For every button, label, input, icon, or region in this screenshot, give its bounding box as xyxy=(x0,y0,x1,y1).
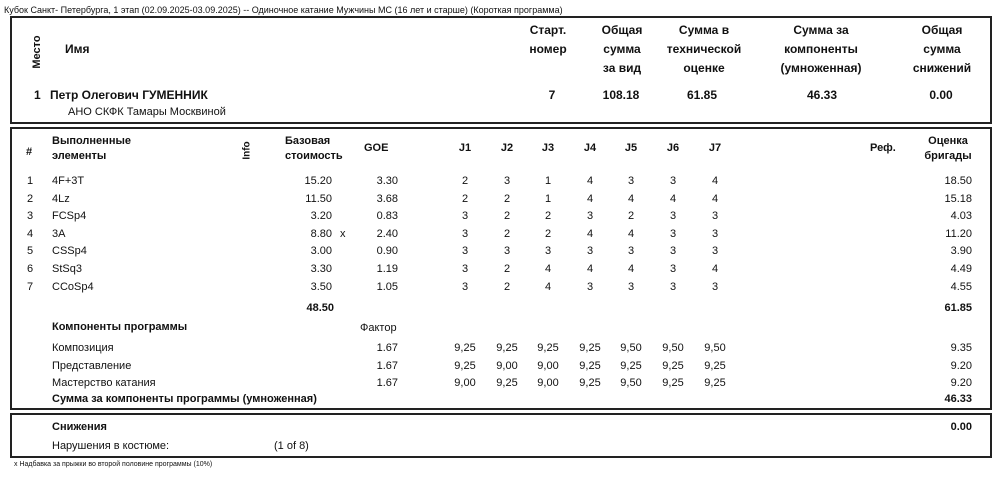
judge-score: 9,25 xyxy=(579,377,601,389)
col-place-header: Место xyxy=(31,35,43,69)
skater-components: 46.33 xyxy=(806,88,838,102)
col-elements-header: Выполненные элементы xyxy=(52,135,131,162)
judge-score: 9,25 xyxy=(704,377,726,389)
element-name: 4Lz xyxy=(52,192,70,205)
element-name: CSSp4 xyxy=(52,245,87,258)
judge-header: J6 xyxy=(666,142,680,154)
judge-score: 9,25 xyxy=(704,359,726,372)
col-factor-header: Фактор xyxy=(360,322,397,334)
element-name: CCoSp4 xyxy=(52,280,94,293)
component-score: 9.20 xyxy=(950,377,972,389)
element-goe: 2.40 xyxy=(376,227,398,240)
judge-score: 2 xyxy=(503,280,511,293)
judge-score: 9,00 xyxy=(454,377,476,389)
judge-score: 4 xyxy=(586,227,594,240)
judge-score: 3 xyxy=(461,263,469,275)
skater-name: Петр Олегович ГУМЕННИК xyxy=(50,88,208,102)
skater-header-box xyxy=(10,16,992,124)
judge-score: 3 xyxy=(669,245,677,258)
element-score: 3.90 xyxy=(950,245,972,258)
footnote: x Надбавка за прыжки во второй половине программы (10%) xyxy=(14,461,213,468)
element-base: 3.30 xyxy=(310,263,332,275)
judge-header: J1 xyxy=(458,142,472,154)
judge-score: 4 xyxy=(669,192,677,205)
skater-start-number: 7 xyxy=(548,88,556,102)
judge-score: 2 xyxy=(627,210,635,223)
judge-score: 4 xyxy=(586,192,594,205)
element-goe: 0.83 xyxy=(376,210,398,223)
deductions-box xyxy=(10,413,992,458)
judge-header: J7 xyxy=(708,142,722,154)
judge-score: 3 xyxy=(669,263,677,275)
element-base: 11.50 xyxy=(305,192,332,205)
judge-score: 3 xyxy=(461,210,469,223)
judge-score: 2 xyxy=(544,210,552,223)
element-name: FCSp4 xyxy=(52,210,87,223)
judge-score: 4 xyxy=(586,175,594,187)
judge-score: 9,25 xyxy=(496,377,518,389)
judge-score: 4 xyxy=(711,263,719,275)
judge-score: 9,50 xyxy=(620,342,642,354)
col-name-header: Имя xyxy=(65,42,90,56)
judge-score: 9,25 xyxy=(662,359,684,372)
component-name: Представление xyxy=(52,359,132,372)
components-total-score: 46.33 xyxy=(944,393,972,405)
judge-score: 3 xyxy=(711,227,719,240)
judge-score: 3 xyxy=(503,245,511,258)
col-base-header: Базовая стоимость xyxy=(285,135,343,162)
element-number: 2 xyxy=(27,192,34,205)
judge-score: 3 xyxy=(461,227,469,240)
element-goe: 3.68 xyxy=(376,192,398,205)
element-base: 3.00 xyxy=(310,245,332,258)
elements-box xyxy=(10,127,992,410)
judge-score: 9,25 xyxy=(662,377,684,389)
element-score: 15.18 xyxy=(944,192,972,205)
judge-score: 9,00 xyxy=(537,359,559,372)
judge-score: 4 xyxy=(711,192,719,205)
element-base: 3.50 xyxy=(310,280,332,293)
judge-score: 9,50 xyxy=(704,342,726,354)
element-goe: 3.30 xyxy=(376,175,398,187)
components-total-label: Сумма за компоненты программы (умноженная) xyxy=(52,393,317,405)
judge-score: 9,25 xyxy=(537,342,559,354)
judge-score: 2 xyxy=(461,192,469,205)
component-name: Композиция xyxy=(52,342,114,354)
component-score: 9.20 xyxy=(950,359,972,372)
judge-score: 3 xyxy=(586,280,594,293)
col-goe-header: GOE xyxy=(364,142,389,154)
costume-value: (1 of 8) xyxy=(274,440,309,452)
judge-score: 3 xyxy=(669,280,677,293)
judge-score: 3 xyxy=(461,280,469,293)
judge-score: 3 xyxy=(503,175,511,187)
judge-score: 3 xyxy=(669,175,677,187)
component-score: 9.35 xyxy=(950,342,972,354)
element-number: 1 xyxy=(27,175,34,187)
col-ref-header: Реф. xyxy=(870,142,896,154)
judge-header: J3 xyxy=(541,142,555,154)
skater-deductions: 0.00 xyxy=(929,88,953,102)
judge-score: 3 xyxy=(461,245,469,258)
col-score-header: Оценка бригады xyxy=(924,135,972,162)
element-score: 4.55 xyxy=(950,280,972,293)
judge-score: 2 xyxy=(503,227,511,240)
element-score: 11.20 xyxy=(945,227,972,240)
judge-score: 4 xyxy=(544,280,552,293)
judge-score: 3 xyxy=(669,210,677,223)
element-number: 4 xyxy=(27,227,34,240)
element-name: 4F+3T xyxy=(52,175,85,187)
element-number: 3 xyxy=(27,210,34,223)
costume-label: Нарушения в костюме: xyxy=(52,440,170,452)
judge-score: 3 xyxy=(586,245,594,258)
judge-score: 4 xyxy=(627,263,635,275)
col-info-header: Info xyxy=(241,141,253,160)
judge-score: 4 xyxy=(711,175,719,187)
col-comp-header: Сумма за компоненты (умноженная) xyxy=(780,23,862,75)
judge-score: 1 xyxy=(544,175,552,187)
judge-score: 3 xyxy=(669,227,677,240)
element-base: 3.20 xyxy=(310,210,332,223)
element-number: 7 xyxy=(27,280,34,293)
judge-score: 3 xyxy=(627,280,635,293)
judge-score: 3 xyxy=(586,210,594,223)
skater-total: 108.18 xyxy=(602,88,640,102)
component-factor: 1.67 xyxy=(376,359,398,372)
element-score: 18.50 xyxy=(944,175,972,187)
judge-score: 9,25 xyxy=(620,359,642,372)
judge-score: 4 xyxy=(627,227,635,240)
element-goe: 0.90 xyxy=(376,245,398,258)
judge-score: 9,00 xyxy=(496,359,518,372)
component-factor: 1.67 xyxy=(376,342,398,354)
judge-score: 4 xyxy=(627,192,635,205)
judge-header: J4 xyxy=(583,142,597,154)
judge-score: 3 xyxy=(711,210,719,223)
skater-place: 1 xyxy=(34,88,41,102)
element-base: 15.20 xyxy=(304,175,332,187)
judge-score: 3 xyxy=(711,245,719,258)
component-factor: 1.67 xyxy=(376,377,398,389)
judge-score: 2 xyxy=(503,263,511,275)
judge-score: 9,25 xyxy=(579,359,601,372)
judge-score: 9,25 xyxy=(496,342,518,354)
judge-score: 9,00 xyxy=(537,377,559,389)
element-score: 4.03 xyxy=(950,210,972,223)
element-name: StSq3 xyxy=(52,263,82,275)
element-number: 5 xyxy=(27,245,34,258)
judge-score: 9,25 xyxy=(454,359,476,372)
col-total-header: Общая сумма за вид xyxy=(601,23,643,75)
judge-score: 2 xyxy=(544,227,552,240)
components-header: Компоненты программы xyxy=(52,321,188,333)
judge-score: 9,50 xyxy=(620,377,642,389)
skater-club: АНО СКФК Тамары Москвиной xyxy=(68,106,226,118)
col-tech-header: Сумма в технической оценке xyxy=(666,23,742,75)
element-goe: 1.19 xyxy=(376,263,398,275)
judge-score: 3 xyxy=(544,245,552,258)
component-name: Мастерство катания xyxy=(52,377,156,389)
judge-score: 3 xyxy=(627,175,635,187)
element-goe: 1.05 xyxy=(376,280,398,293)
col-ded-header: Общая сумма снижений xyxy=(912,23,972,75)
element-score: 4.49 xyxy=(950,263,972,275)
judge-score: 9,50 xyxy=(662,342,684,354)
judge-score: 3 xyxy=(627,245,635,258)
competition-title: Кубок Санкт- Петербурга, 1 этап (02.09.2025-03.09.2025) -- Одиночное катание Мужчины МС (16 лет и старше) (Короткая программа) xyxy=(4,5,563,15)
element-name: 3A xyxy=(52,227,66,240)
judge-score: 9,25 xyxy=(454,342,476,354)
judge-score: 2 xyxy=(461,175,469,187)
judge-score: 4 xyxy=(544,263,552,275)
elements-base-total: 48.50 xyxy=(306,302,334,314)
element-base: 8.80 xyxy=(310,227,332,240)
judge-header: J2 xyxy=(500,142,514,154)
col-start-header: Старт. номер xyxy=(529,23,567,56)
skater-tech: 61.85 xyxy=(686,88,718,102)
element-mark: x xyxy=(340,227,346,240)
deductions-label: Снижения xyxy=(52,421,107,433)
elements-score-total: 61.85 xyxy=(944,302,972,314)
deductions-total: 0.00 xyxy=(950,421,972,433)
judge-score: 3 xyxy=(711,280,719,293)
element-number: 6 xyxy=(27,263,34,275)
judge-header: J5 xyxy=(624,142,638,154)
judge-score: 2 xyxy=(503,210,511,223)
judge-score: 2 xyxy=(503,192,511,205)
judge-score: 9,25 xyxy=(579,342,601,354)
col-num-header: # xyxy=(26,146,33,158)
judge-score: 1 xyxy=(544,192,552,205)
judge-score: 4 xyxy=(586,263,594,275)
